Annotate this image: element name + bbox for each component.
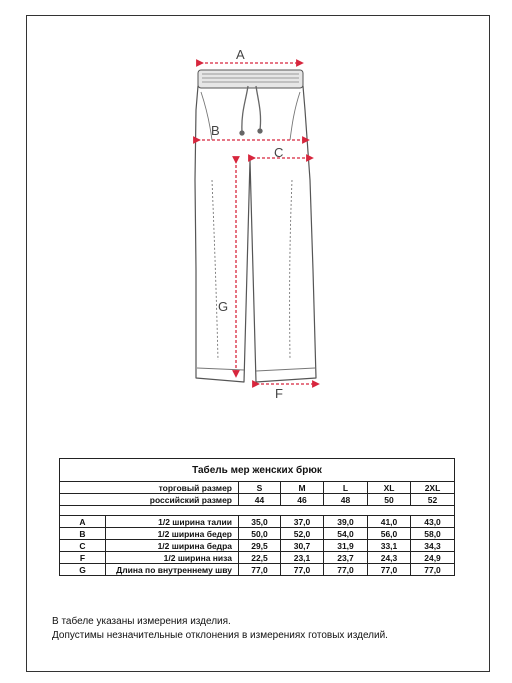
- waistband: [198, 70, 303, 88]
- value-cell: 58,0: [411, 528, 455, 540]
- table-title: Табель мер женских брюк: [60, 459, 455, 482]
- row-code: A: [60, 516, 106, 528]
- value-cell: 77,0: [368, 564, 411, 576]
- row-code: C: [60, 540, 106, 552]
- row-code: F: [60, 552, 106, 564]
- trade-size-label: торговый размер: [60, 482, 239, 494]
- note-line: В табеле указаны измерения изделия.: [52, 616, 231, 627]
- trade-size-row: [60, 482, 455, 494]
- label-g: G: [218, 299, 229, 314]
- value-cell: 39,0: [324, 516, 368, 528]
- size-cell: 50: [368, 494, 411, 506]
- table-row: [60, 528, 455, 540]
- value-cell: 29,5: [239, 540, 281, 552]
- row-name: Длина по внутреннему шву: [106, 564, 239, 576]
- value-cell: 77,0: [324, 564, 368, 576]
- value-cell: 41,0: [368, 516, 411, 528]
- value-cell: 77,0: [239, 564, 281, 576]
- value-cell: 37,0: [281, 516, 324, 528]
- size-cell: 46: [281, 494, 324, 506]
- value-cell: 24,3: [368, 552, 411, 564]
- row-name: 1/2 ширина бедра: [106, 540, 239, 552]
- value-cell: 56,0: [368, 528, 411, 540]
- row-name: 1/2 ширина низа: [106, 552, 239, 564]
- value-cell: 50,0: [239, 528, 281, 540]
- table-title-row: [60, 459, 455, 482]
- value-cell: 30,7: [281, 540, 324, 552]
- size-cell: 52: [411, 494, 455, 506]
- size-cell: 44: [239, 494, 281, 506]
- size-cell: M: [281, 482, 324, 494]
- row-code: B: [60, 528, 106, 540]
- table-row: [60, 540, 455, 552]
- size-table: [59, 458, 455, 576]
- value-cell: 23,1: [281, 552, 324, 564]
- value-cell: 22,5: [239, 552, 281, 564]
- value-cell: 43,0: [411, 516, 455, 528]
- label-c: C: [274, 145, 284, 160]
- row-name: 1/2 ширина талии: [106, 516, 239, 528]
- value-cell: 31,9: [324, 540, 368, 552]
- value-cell: 54,0: [324, 528, 368, 540]
- size-cell: 2XL: [411, 482, 455, 494]
- table-row: [60, 516, 455, 528]
- russian-size-row: [60, 494, 455, 506]
- size-cell: 48: [324, 494, 368, 506]
- label-a: A: [236, 47, 245, 62]
- row-name: 1/2 ширина бедер: [106, 528, 239, 540]
- size-cell: L: [324, 482, 368, 494]
- measure-f: [256, 384, 316, 401]
- measure-a: [200, 47, 300, 63]
- spacer-cell: [60, 506, 455, 516]
- value-cell: 35,0: [239, 516, 281, 528]
- size-cell: XL: [368, 482, 411, 494]
- value-cell: 33,1: [368, 540, 411, 552]
- value-cell: 24,9: [411, 552, 455, 564]
- table-row: [60, 552, 455, 564]
- value-cell: 77,0: [281, 564, 324, 576]
- value-cell: 77,0: [411, 564, 455, 576]
- spacer-row: [60, 506, 455, 516]
- size-cell: S: [239, 482, 281, 494]
- notes: [52, 615, 388, 643]
- note-line: Допустимы незначительные отклонения в измерениях готовых изделий.: [52, 630, 388, 641]
- value-cell: 52,0: [281, 528, 324, 540]
- label-f: F: [275, 386, 283, 401]
- russian-size-label: российский размер: [60, 494, 239, 506]
- table-row: [60, 564, 455, 576]
- value-cell: 34,3: [411, 540, 455, 552]
- row-code: G: [60, 564, 106, 576]
- value-cell: 23,7: [324, 552, 368, 564]
- label-b: B: [211, 123, 220, 138]
